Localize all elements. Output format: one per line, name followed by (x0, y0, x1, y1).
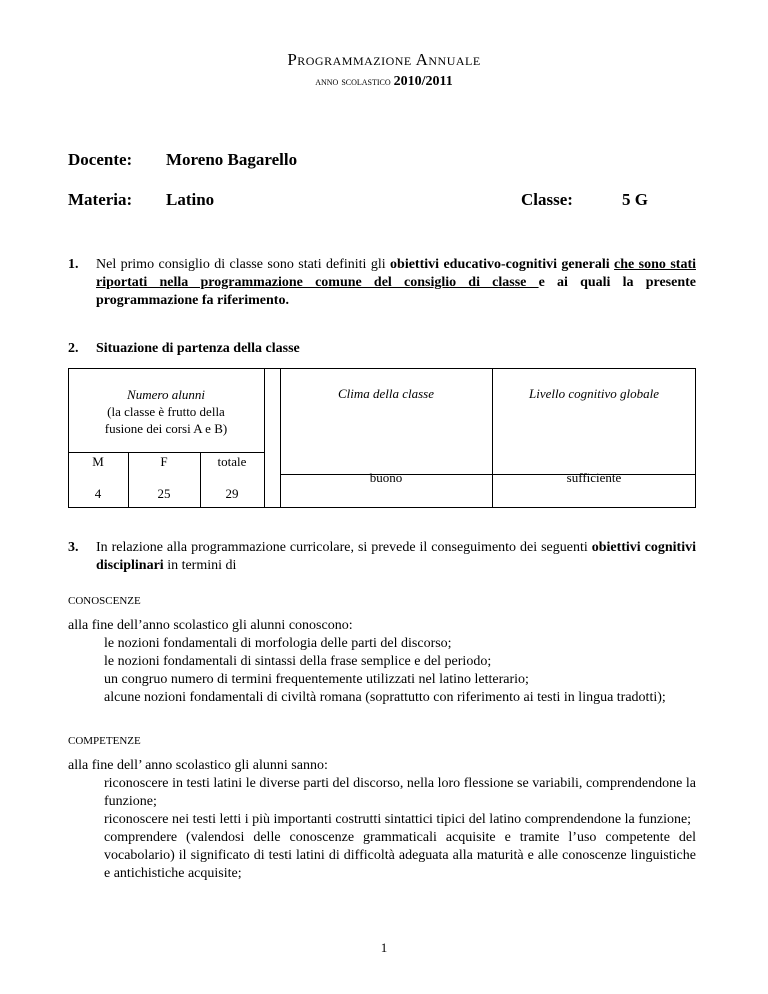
conoscenze-caption: CONOSCENZE (68, 595, 141, 607)
docente-value: Moreno Bagarello (166, 150, 298, 169)
list-item (82, 653, 696, 671)
document-subtitle (0, 74, 768, 90)
competenze-intro: alla fine dell’ anno scolastico gli alunni sanno: (68, 758, 328, 773)
clima-value: buono (369, 470, 403, 485)
situazione-table (68, 368, 696, 508)
livello-header: Livello cognitivo globale (529, 386, 659, 401)
list-item (82, 811, 696, 829)
list-item-text: alcune nozioni fondamentali di civiltà romana (soprattutto con riferimento ai testi in lingua tradotti); (104, 690, 666, 705)
classe-value: 5 G (622, 190, 648, 209)
list-item-text: riconoscere nei testi letti i più importanti costrutti sintattici tipici del latino comprendendone la funzione; (104, 812, 692, 827)
livello-value: sufficiente (566, 470, 622, 485)
classe-label: Classe: (521, 190, 573, 209)
competenze-caption: COMPETENZE (68, 735, 141, 747)
numero-alunni-note-1: (la classe è frutto della (107, 404, 225, 419)
clima-header: Clima della classe (337, 386, 435, 401)
val-totale: 29 (225, 486, 239, 501)
conoscenze-list (82, 635, 696, 707)
list-item-text: le nozioni fondamentali di morfologia delle parti del discorso; (104, 636, 452, 651)
section-3-text-b: obiettivi cognitivi disciplinari (96, 540, 696, 573)
materia-label: Materia: (68, 190, 133, 209)
school-year: 2010/2011 (393, 74, 453, 89)
materia-value: Latino (166, 190, 215, 209)
list-item (82, 775, 696, 811)
section-1-text-d: e ai quali la presente programmazione fa riferimento. (96, 275, 696, 308)
section-3-text-a: In relazione alla programmazione curricolare, si prevede il conseguimento dei seguenti (96, 540, 592, 555)
val-m: 4 (94, 486, 102, 501)
section-1-text (96, 256, 696, 310)
val-f: 25 (157, 486, 171, 501)
list-item-text: comprendere (valendosi delle conoscenze grammaticali acquisite e tramite l’uso competente del vocabolario) il significato di testi latini di difficoltà adeguata alla maturità e alle conoscenze linguistiche e antichistiche acquisite; (104, 830, 696, 881)
list-item-text: le nozioni fondamentali di sintassi della frase semplice e del periodo; (104, 654, 492, 669)
section-1-text-b: obiettivi educativo-cognitivi generali (390, 257, 615, 272)
col-f-header: F (160, 454, 168, 469)
list-item (82, 671, 696, 689)
section-1-number: 1. (68, 257, 79, 272)
numero-alunni-title: Numero alunni (127, 387, 205, 402)
numero-alunni-header (68, 386, 264, 437)
competenze-list (82, 775, 696, 883)
section-1-text-c: che sono stati riportati nella programmazione comune del consiglio di classe (96, 257, 696, 290)
section-1-text-a: Nel primo consiglio di classe sono stati definiti gli (96, 257, 391, 272)
section-3-number: 3. (68, 540, 79, 555)
section-2-number: 2. (68, 341, 79, 356)
section-2-heading: Situazione di partenza della classe (96, 341, 300, 356)
list-item (82, 689, 696, 707)
list-item (82, 635, 696, 653)
list-item-text: riconoscere in testi latini le diverse parti del discorso, nella loro flessione se variabili, comprendendone la funzione; (104, 776, 696, 809)
docente-label: Docente: (68, 150, 133, 169)
numero-alunni-note-2: fusione dei corsi A e B) (104, 421, 228, 436)
col-m-header: M (92, 454, 104, 469)
section-3-text (96, 539, 696, 575)
page-number: 1 (380, 940, 388, 955)
document-title: Programmazione Annuale (287, 50, 481, 69)
subtitle-prefix: anno scolastico (315, 74, 391, 88)
col-totale-header: totale (217, 454, 247, 469)
list-item (82, 829, 696, 883)
list-item-text: un congruo numero di termini frequentemente utilizzati nel latino letterario; (104, 672, 529, 687)
section-3-text-c: in termini di (163, 558, 237, 573)
conoscenze-intro: alla fine dell’anno scolastico gli alunni conoscono: (68, 618, 353, 633)
